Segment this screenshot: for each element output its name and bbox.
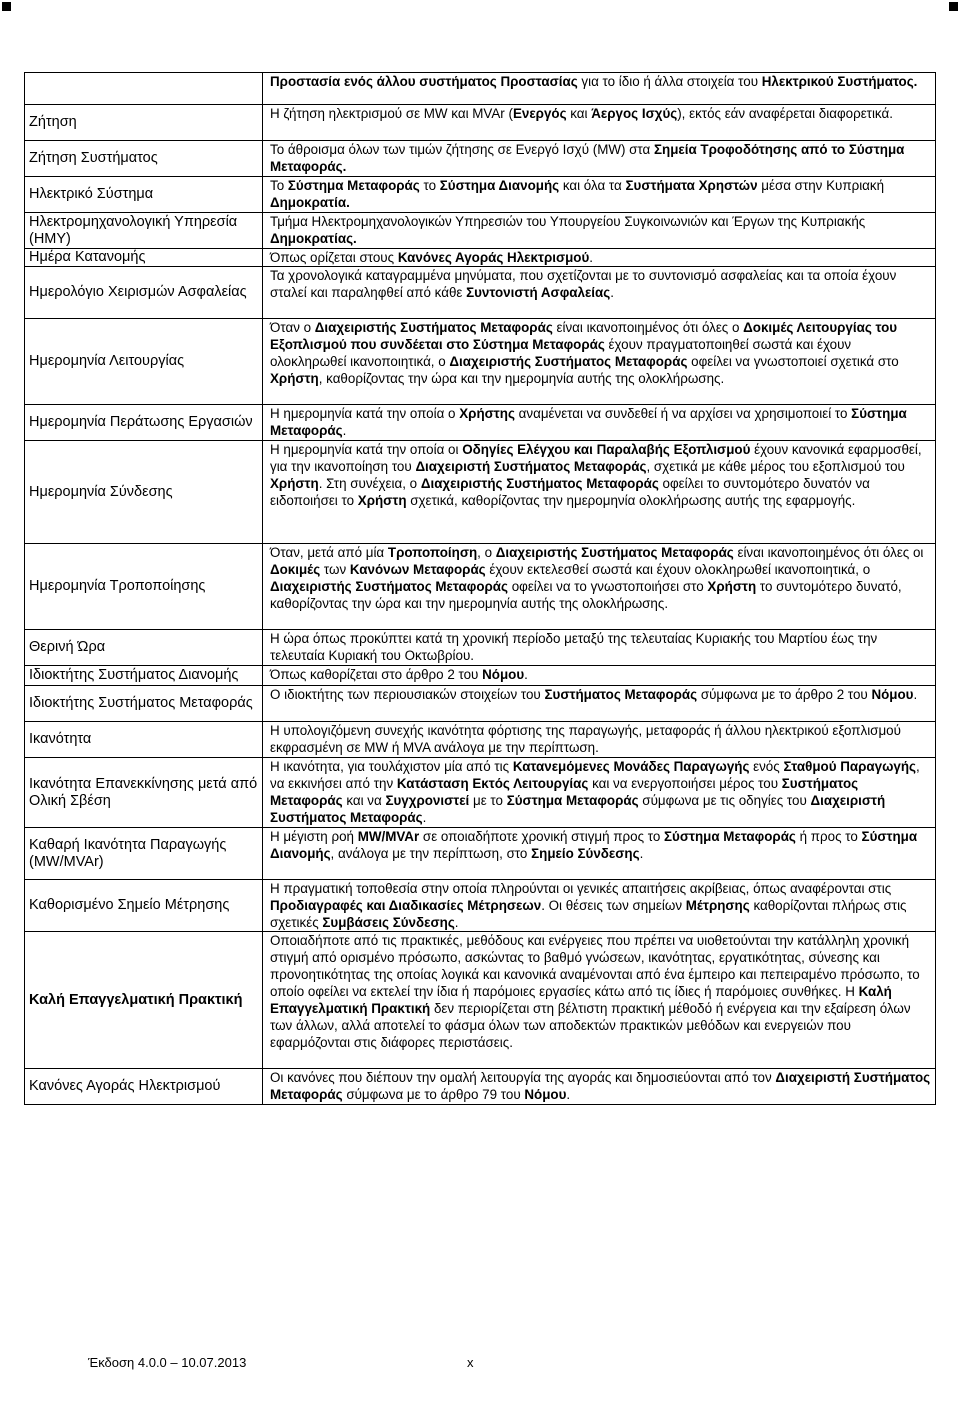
definition-text: Διαχειριστή Συστήματος Μεταφοράς [270,1070,931,1102]
term-label: Ημερομηνία Τροποποίησης [29,578,206,594]
term-cell [25,405,263,441]
definition-text: Σύστημα Διανομής [439,178,560,193]
term-label: Ημερομηνία Σύνδεσης [29,483,173,500]
table-row [25,405,936,441]
definition-text: , να εκκινήσει από την [270,759,920,791]
definition-cell [263,177,936,213]
term-cell [25,828,263,880]
definition-cell [263,932,936,1069]
definition-cell [263,630,936,666]
definition-text: οφείλει το συντομότερο δυνατόν να ειδοποιήσει το [270,476,870,508]
definition-text: Διαχειριστή Συστήματος Μεταφοράς [415,459,647,474]
definition-text: Συστήματος Μεταφοράς [544,687,698,702]
definition-text: . [422,810,427,825]
term-label: Ημερομηνία Λειτουργίας [29,353,185,369]
definition-cell [263,105,936,141]
definition-cell [263,758,936,828]
definition-text: . Οι θέσεις των σημείων [541,898,686,913]
term-cell [25,141,263,177]
definition-text: το συντομότερο δυνατό, καθορίζοντας την ώρα και την ημερομηνία αυτής της ολοκλήρωσης. [270,579,902,611]
definition-cell [263,666,936,686]
table-row [25,1069,936,1105]
definition-text: ενός [749,759,784,774]
definition-cell [263,319,936,405]
term-label: Ημερομηνία Περάτωσης Εργασιών [29,414,253,430]
table-row [25,105,936,141]
definition-text: Κατάσταση Εκτός Λειτουργίας [396,776,589,791]
definition-text: . Στη συνέχεια, ο [318,476,421,491]
definition-text: Σύστημα Μεταφοράς [664,829,796,844]
definition-text: αναμένεται να συνδεθεί ή να αρχίσει να χρησιμοποιεί το [514,406,852,421]
definition-cell [263,828,936,880]
term-label: Ζήτηση Συστήματος [29,150,158,166]
definition-text: είναι ικανοποιημένος ότι όλες ο [552,320,744,335]
definition-text: Σύστημα Μεταφοράς [287,178,420,193]
definition-text: . [610,285,614,300]
definition-text: Διαχειριστής Συστήματος Μεταφοράς [495,545,734,560]
table-row [25,319,936,405]
term-label: Ηλεκτρικό Σύστημα [29,186,154,202]
definition-text: το [419,178,440,193]
definition-text: ή προς το [795,829,862,844]
term-label: Ικανότητα Επανεκκίνησης μετά από Ολική Σβέση [29,775,258,809]
definition-text: Χρήστη [270,371,319,386]
definition-text: , ο [477,545,496,560]
definition-text: Όταν, μετά από μία [270,545,388,560]
definition-text: Χρήστη [707,579,757,594]
definition-text: Άεργος Ισχύς [591,106,678,121]
definition-text: Διαχειριστής Συστήματος Μεταφοράς [449,354,688,369]
table-row [25,249,936,267]
table-row [25,441,936,544]
table-row [25,932,936,1069]
footer-version: Έκδοση 4.0.0 – 10.07.2013 [88,1355,247,1370]
definition-text: και όλα τα [559,178,626,193]
term-cell [25,880,263,932]
definition-text: Κανόνες Αγοράς Ηλεκτρισμού [397,250,590,265]
definitions-body [25,73,936,1105]
table-row [25,758,936,828]
term-label: Καθορισμένο Σημείο Μέτρησης [29,897,230,913]
definition-text: έχουν κανονικά εφαρμοσθεί, για την ικανοποίηση του [270,442,922,474]
definition-text: Δημοκρατία. [270,195,350,210]
definition-text: Τμήμα Ηλεκτρομηχανολογικών Υπηρεσιών του Υπουργείου Συγκοινωνιών και Έργων της Κυπριακής [270,214,866,229]
term-label: Θερινή Ώρα [29,639,106,655]
term-cell [25,932,263,1069]
definition-text: ), εκτός εάν αναφέρεται διαφορετικά. [677,106,893,121]
table-row [25,177,936,213]
footer-page-number: x [467,1355,474,1370]
definition-cell [263,686,936,722]
term-label: Ημέρα Κατανομής [29,249,146,265]
definition-text: Όταν ο [270,320,315,335]
definition-text: . [639,846,644,861]
definition-text: . [589,250,594,265]
term-cell [25,441,263,544]
definition-text: Η υπολογιζόμενη συνεχής ικανότητα φόρτισης της παραγωγής, μεταφοράς ή άλλου ηλεκτρικού εξοπλισμού εκφρασμένη σε MW ή MVA ανάλογα με την περίπτωση. [270,723,901,755]
definition-text: Χρήστη [357,493,407,508]
definition-text: Όπως ορίζεται στους [270,250,398,265]
definition-text: . [342,423,347,438]
definition-cell [263,722,936,758]
table-row [25,722,936,758]
definition-text: σε οποιαδήποτε χρονική στιγμή προς το [419,829,665,844]
definition-text: Δοκιμές Λειτουργίας του Εξοπλισμού που συνδέεται στο Σύστημα Μεταφοράς [270,320,898,352]
definition-cell [263,441,936,544]
definition-text: Προστασία ενός άλλου συστήματος [270,74,501,89]
term-label: Ηλεκτρομηχανολογική Υπηρεσία (ΗΜΥ) [29,213,238,247]
definition-text: Συστήματος Μεταφοράς [270,776,859,808]
definition-cell [263,213,936,249]
definition-text: για το ίδιο ή άλλα στοιχεία του [577,74,762,89]
term-cell [25,686,263,722]
definition-text: Νόμου [524,1087,567,1102]
definition-text: Τα χρονολογικά καταγραμμένα μηνύματα, που σχετίζονται με το συντονισμό ασφαλείας και τα οποία έχουν σταλεί και παραληφθεί από κάθε [270,268,897,300]
term-cell [25,666,263,686]
term-cell [25,267,263,319]
table-row [25,630,936,666]
table-row [25,880,936,932]
definition-text: και [566,106,592,121]
definition-cell [263,73,936,105]
definition-text: Οποιαδήποτε από τις πρακτικές, μεθόδους και ενέργειες που πρέπει να υιοθετούνται την κατάλληλη χρονική στιγμή από ορισμένο πρόσωπο, ασκώντας το βαθμό γνώσεων, ικανότητας, εργατικότητας, σύνεσης και προνοητικότητας της οποίας λογικά και κανονικά αναμένονται από ένα έμπειρο και πεπειραμένο πρόσωπο, το οποίο οφείλει να εκτελεί την ίδια ή παρόμοιες εργασίες κάτω από τις ίδιες ή παρόμοιες συνθήκες. Η [270,933,920,999]
definition-text: Διαχειριστής Συστήματος Μεταφοράς [270,579,508,594]
definition-text: μέσα στην Κυπριακή [757,178,885,193]
table-row [25,267,936,319]
term-cell [25,177,263,213]
definition-text: Προστασίας [500,74,578,89]
term-cell [25,105,263,141]
definition-text: δεν περιορίζεται στη βέλτιστη πρακτική μέθοδό ή ενέργεια και την εξαίρεση όλων των άλλων, αλλά αποτελεί το φάσμα όλων των αποδεκτών πρακτικών μεθόδων και ενεργειών που εφαρμόζονται στις διάφορες περιστάσεις. [270,1001,911,1050]
definition-cell [263,249,936,267]
term-cell [25,73,263,105]
definition-text: . [454,915,459,930]
table-row [25,544,936,630]
definition-cell [263,1069,936,1105]
definition-text: Μέτρησης [685,898,750,913]
definition-text: Σημεία Τροφοδότησης από το Σύστημα Μεταφοράς. [270,142,905,174]
definition-text: Νόμου [482,667,525,682]
definition-text: σύμφωνα με τις οδηγίες του [638,793,811,808]
definition-text: Συμβάσεις Σύνδεσης [322,915,455,930]
definition-text: Το άθροισμα όλων των τιμών ζήτησης σε Ενεργό Ισχύ (MW) στα [270,142,654,157]
definition-text: Το [270,178,288,193]
table-row [25,828,936,880]
definition-text: σύμφωνα με το άρθρο 79 του [342,1087,525,1102]
definition-text: Διαχειριστής Συστήματος Μεταφοράς [420,476,659,491]
definition-text: Διαχειριστή Συστήματος Μεταφοράς [270,793,886,825]
definition-text: Νόμου [871,687,914,702]
definition-text: Σύστημα Μεταφοράς [506,793,639,808]
term-label: Καλή Επαγγελματική Πρακτική [29,991,243,1008]
definition-cell [263,141,936,177]
term-label: Ζήτηση [29,114,77,130]
definition-text: Χρήστη [270,476,319,491]
definition-text: . [566,1087,571,1102]
term-label: Ιδιοκτήτης Συστήματος Διανομής [29,667,239,683]
term-cell [25,213,263,249]
definition-text: Η ζήτηση ηλεκτρισμού σε MW και MVAr ( [270,106,513,121]
definition-text: Κατανεμόμενες Μονάδες Παραγωγής [512,759,750,774]
definition-text: και να ενεργοποιήσει μέρος του [588,776,782,791]
definition-text: έχουν εκτελεσθεί σωστά και έχουν ολοκληρωθεί ικανοποιητικά, ο [485,562,871,577]
definition-cell [263,267,936,319]
definition-text: σχετικά, καθορίζοντας την ημερομηνία ολοκλήρωσης αυτής της εφαρμογής. [406,493,856,508]
corner-mark-top-right [949,2,958,11]
table-row [25,666,936,686]
definition-text: Η μέγιστη ροή [270,829,358,844]
definition-text: Οι κανόνες που διέπουν την ομαλή λειτουργία της αγοράς και δημοσιεύονται από τον [270,1070,776,1085]
definition-text: Σταθμού Παραγωγής [783,759,916,774]
definition-text: Σύστημα Μεταφοράς [270,406,907,438]
term-label: Καθαρή Ικανότητα Παραγωγής (MW/MVAr) [29,836,227,870]
definition-text: Τροποποίηση [387,545,478,560]
definition-text: των [320,562,350,577]
term-label: Ικανότητα [29,731,92,747]
definition-text: Ηλεκτρικού Συστήματος. [761,74,918,89]
definition-text: , καθορίζοντας την ώρα και την ημερομηνία αυτής της ολοκλήρωσης. [318,371,725,386]
definition-text: Η πραγματική τοποθεσία στην οποία πληρούνται οι γενικές απαιτήσεις ακρίβειας, όπως αναφέρονται στις [270,881,892,896]
table-row [25,213,936,249]
definition-text: Ενεργός [512,106,567,121]
definition-text: Καλή Επαγγελματική Πρακτική [270,984,892,1016]
table-row [25,73,936,105]
definition-text: Συστήματα Χρηστών [625,178,758,193]
definition-text: Οδηγίες Ελέγχου και Παραλαβής Εξοπλισμού [462,442,751,457]
term-cell [25,722,263,758]
term-label: Ιδιοκτήτης Συστήματος Μεταφοράς [29,695,253,711]
table-row [25,141,936,177]
definition-text: Σύστημα Διανομής [270,829,918,861]
definition-cell [263,544,936,630]
definition-text: έχουν πραγματοποιηθεί σωστά και έχουν ολοκληρωθεί ικανοποιητικά, ο [270,337,852,369]
definition-text: Η ημερομηνία κατά την οποία ο [270,406,460,421]
definition-text: Χρήστης [459,406,515,421]
term-label: Ημερολόγιο Χειρισμών Ασφαλείας [29,284,247,300]
definition-cell [263,405,936,441]
definition-text: οφείλει να γνωστοποιεί σχετικά στο [687,354,899,369]
definition-text: σύμφωνα με το άρθρο 2 του [697,687,872,702]
definition-text: Σημείο Σύνδεσης [531,846,640,861]
definition-text: με το [469,793,507,808]
definition-text: οφείλει να το γνωστοποιήσει στο [507,579,708,594]
term-cell [25,319,263,405]
definition-text: Διαχειριστής Συστήματος Μεταφοράς [314,320,553,335]
definition-text: , σχετικά με κάθε μέρος του εξοπλισμού του [646,459,905,474]
definition-text: . [913,687,918,702]
definition-text: και να [342,793,386,808]
definition-text: Δημοκρατίας. [270,231,357,246]
term-cell [25,544,263,630]
definition-text: Η ημερομηνία κατά την οποία οι [270,442,463,457]
term-cell [25,1069,263,1105]
table-row [25,686,936,722]
definition-text: . [524,667,528,682]
definition-text: Όπως καθορίζεται στο άρθρο 2 του [270,667,483,682]
definition-text: Ο ιδιοκτήτης των περιουσιακών στοιχείων του [270,687,545,702]
definition-text: Συγχρονιστεί [385,793,470,808]
definition-text: καθορίζονται πλήρως στις σχετικές [270,898,907,930]
definitions-table [24,72,936,1105]
term-cell [25,249,263,267]
definition-text: , ανάλογα με την περίπτωση, στο [330,846,532,861]
definition-cell [263,880,936,932]
term-cell [25,758,263,828]
corner-mark-top-left [2,2,11,11]
term-label: Κανόνες Αγοράς Ηλεκτρισμού [29,1078,221,1094]
definition-text: Κανόνων Μεταφοράς [349,562,486,577]
definition-text: Προδιαγραφές και Διαδικασίες Μέτρησεων [270,898,542,913]
definition-text: Η ώρα όπως προκύπτει κατά τη χρονική περίοδο μεταξύ της τελευταίας Κυριακής του Μαρτίου έως την τελευταία Κυριακή του Οκτωβρίου. [270,631,878,663]
definition-text: Συντονιστή Ασφαλείας [466,285,611,300]
term-cell [25,630,263,666]
definition-text: Δοκιμές [270,562,321,577]
definition-text: είναι ικανοποιημένος ότι όλες οι [733,545,924,560]
definition-text: Η ικανότητα, για τουλάχιστον μία από τις [270,759,513,774]
definition-text: MW/MVAr [357,829,420,844]
